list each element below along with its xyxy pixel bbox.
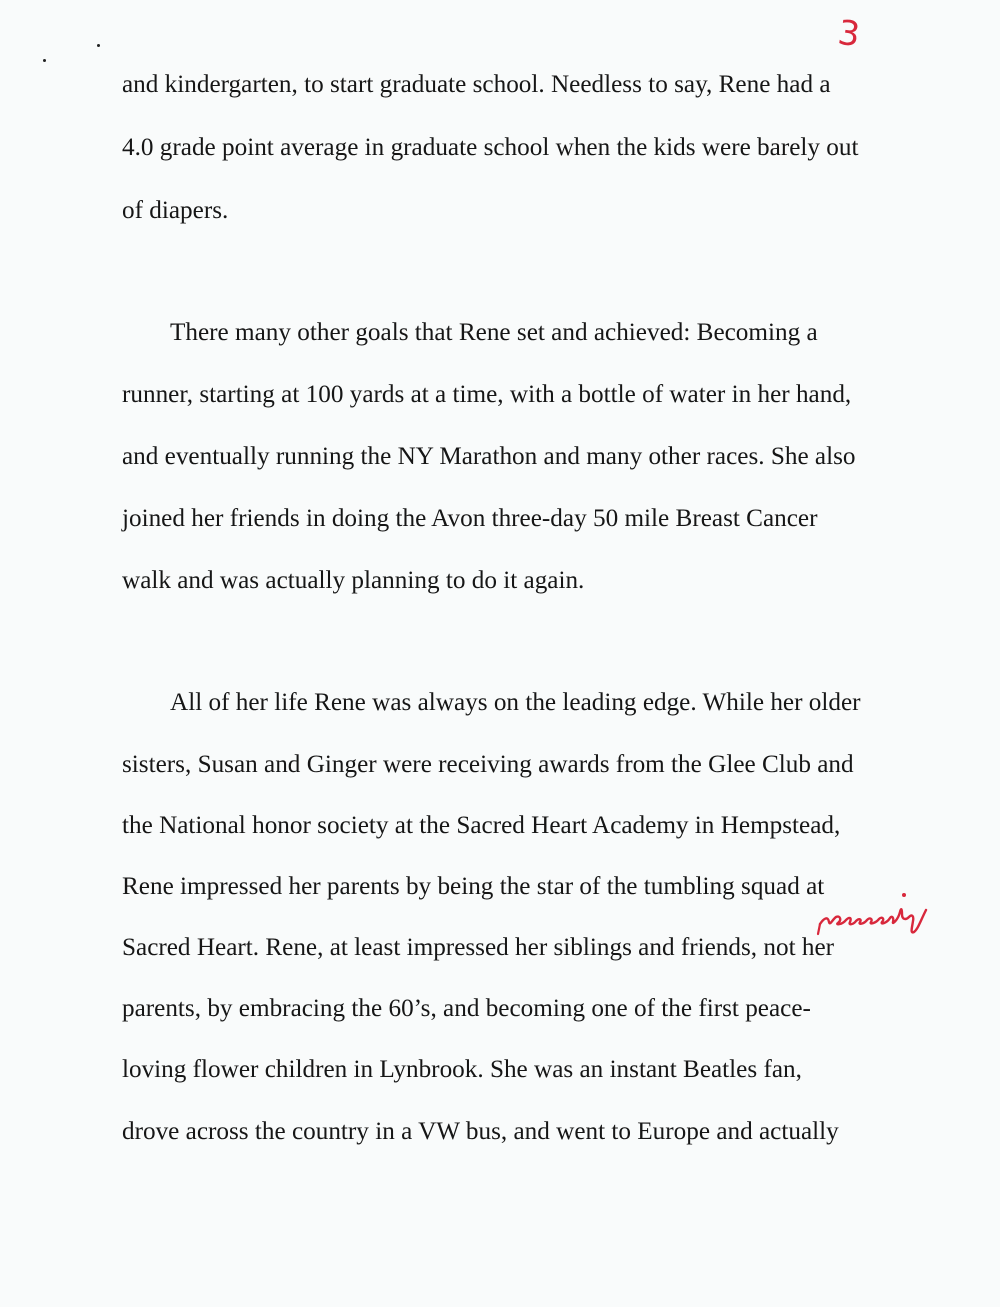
text-line: runner, starting at 100 yards at a time, with a bottle of water in her hand,: [122, 381, 852, 408]
text-line: parents, by embracing the 60’s, and becoming one of the first peace-: [122, 995, 811, 1022]
text-line: 4.0 grade point average in graduate school when the kids were barely out: [122, 134, 859, 161]
text-line: walk and was actually planning to do it again.: [122, 567, 585, 594]
text-line: sisters, Susan and Ginger were receiving awards from the Glee Club and: [122, 751, 854, 778]
text-line: joined her friends in doing the Avon three-day 50 mile Breast Cancer: [122, 505, 818, 532]
handwritten-annotation: [816, 898, 938, 938]
text-line: Rene impressed her parents by being the star of the tumbling squad at: [122, 873, 825, 900]
scan-speck: [97, 44, 100, 47]
text-line: loving flower children in Lynbrook. She was an instant Beatles fan,: [122, 1056, 802, 1083]
text-line: of diapers.: [122, 197, 229, 224]
text-line: and kindergarten, to start graduate school. Needless to say, Rene had a: [122, 71, 831, 98]
text-line: Sacred Heart. Rene, at least impressed her siblings and friends, not her: [122, 934, 835, 961]
text-line: There many other goals that Rene set and achieved: Becoming a: [170, 319, 818, 346]
text-line: All of her life Rene was always on the leading edge. While her older: [170, 689, 861, 716]
handwritten-page-number: 3: [835, 12, 863, 56]
text-line: and eventually running the NY Marathon and many other races. She also: [122, 443, 856, 470]
text-line: the National honor society at the Sacred Heart Academy in Hempstead,: [122, 812, 841, 839]
scan-speck: [43, 59, 46, 62]
annotation-dot: [902, 893, 906, 897]
text-line: drove across the country in a VW bus, and went to Europe and actually: [122, 1118, 839, 1145]
